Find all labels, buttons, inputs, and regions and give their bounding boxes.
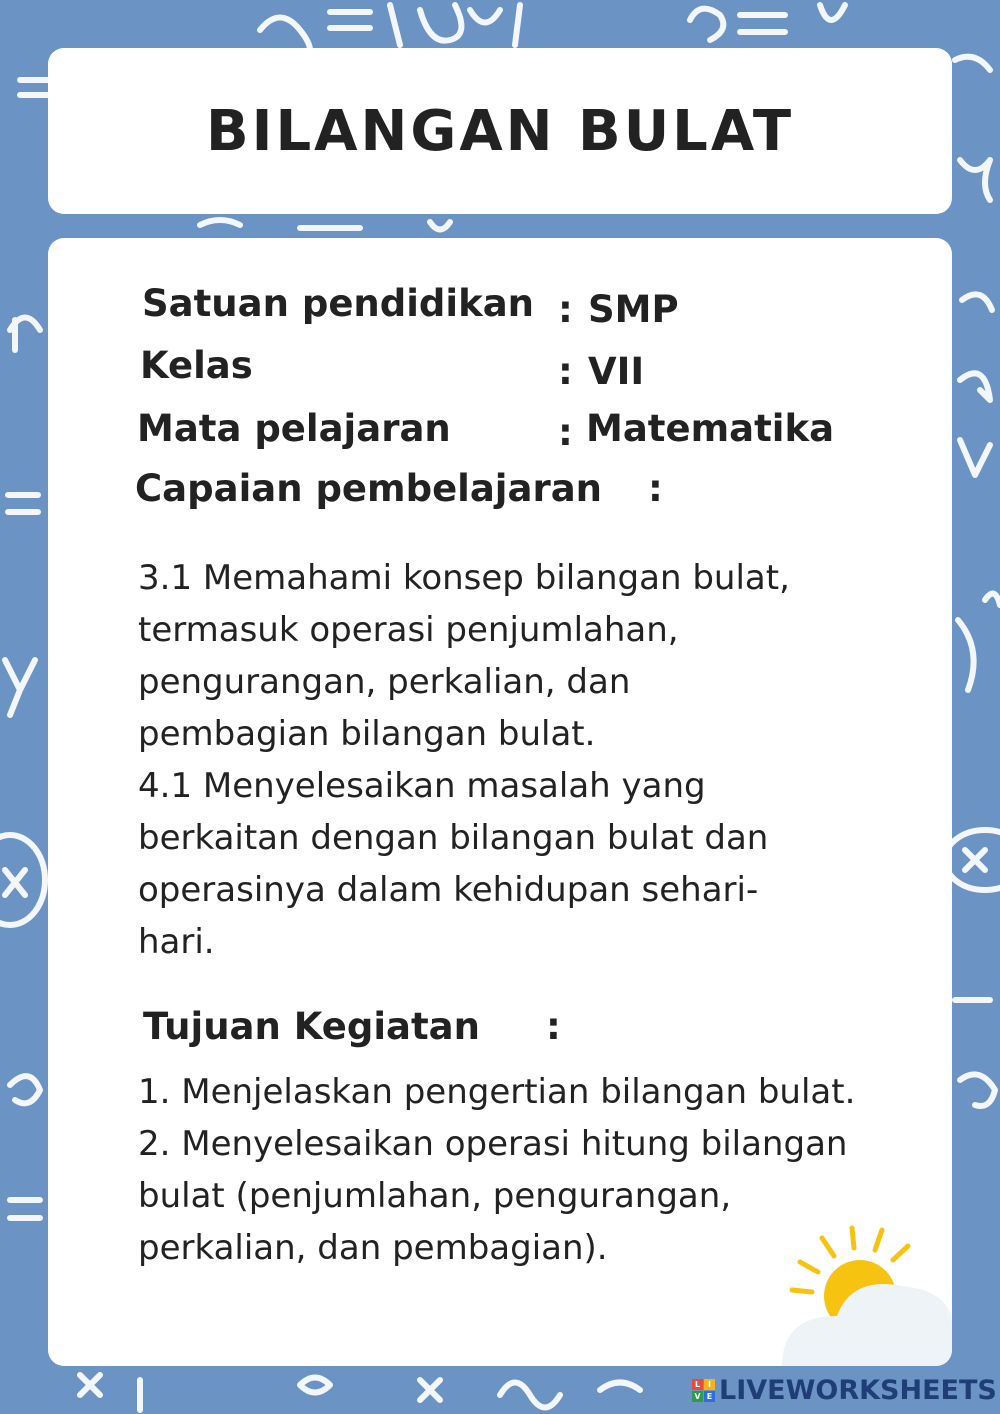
- info-colon-kelas: :: [558, 350, 573, 393]
- info-label-kelas: Kelas: [140, 344, 253, 387]
- badge-letter: V: [692, 1391, 703, 1402]
- capaian-line: pembagian bilangan bulat.: [138, 714, 596, 754]
- page-title: BILANGAN BULAT: [205, 98, 795, 164]
- info-label-capaian: Capaian pembelajaran: [135, 467, 603, 510]
- info-colon-mapel: :: [558, 411, 573, 454]
- title-card: [48, 48, 952, 214]
- capaian-line: operasinya dalam kehidupan sehari-: [138, 870, 759, 910]
- badge-letter: I: [704, 1379, 715, 1390]
- info-colon-capaian: :: [648, 467, 663, 510]
- sun-cloud-icon: [742, 1216, 952, 1366]
- tujuan-colon: :: [546, 1005, 561, 1048]
- capaian-line: 4.1 Menyelesaikan masalah yang: [138, 766, 706, 806]
- liveworksheets-badge: [692, 1379, 715, 1402]
- capaian-line: pengurangan, perkalian, dan: [138, 662, 631, 702]
- info-value-satuan: SMP: [588, 288, 679, 331]
- badge-letter: L: [692, 1379, 703, 1390]
- brand-name: LIVEWORKSHEETS: [719, 1374, 997, 1406]
- info-label-satuan: Satuan pendidikan: [142, 282, 535, 325]
- capaian-line: berkaitan dengan bilangan bulat dan: [138, 818, 769, 858]
- tujuan-line: 2. Menyelesaikan operasi hitung bilangan: [138, 1124, 848, 1164]
- info-colon-satuan: :: [558, 288, 573, 331]
- capaian-line: 3.1 Memahami konsep bilangan bulat,: [138, 558, 790, 598]
- liveworksheets-logo: [692, 1372, 997, 1408]
- badge-letter: E: [704, 1391, 715, 1402]
- tujuan-line: perkalian, dan pembagian).: [138, 1228, 608, 1268]
- tujuan-heading: Tujuan Kegiatan: [143, 1005, 480, 1048]
- info-label-mapel: Mata pelajaran: [137, 407, 451, 450]
- tujuan-line: bulat (penjumlahan, pengurangan,: [138, 1176, 732, 1216]
- tujuan-line: 1. Menjelaskan pengertian bilangan bulat.: [138, 1072, 856, 1112]
- info-value-kelas: VII: [588, 350, 645, 393]
- content-card: [48, 238, 952, 1366]
- capaian-paragraph: [138, 552, 938, 968]
- info-value-mapel: Matematika: [586, 407, 835, 450]
- capaian-line: termasuk operasi penjumlahan,: [138, 610, 679, 650]
- capaian-line: hari.: [138, 922, 215, 962]
